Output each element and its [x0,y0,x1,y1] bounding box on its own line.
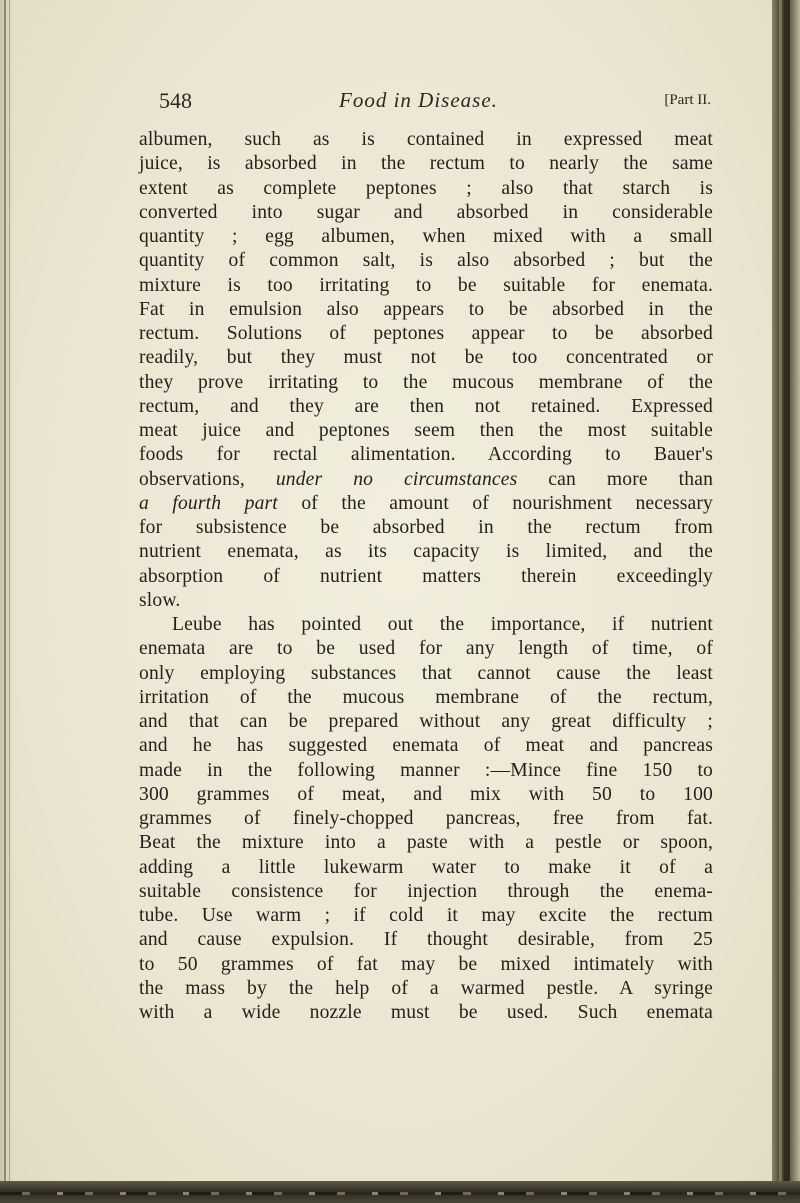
text-line: Beat the mixture into a paste with a pestle or spoon, [139,832,713,854]
text-line: foods for rectal alimentation. According to Bauer's [139,444,713,466]
text-line: adding a little lukewarm water to make it of a [139,856,713,878]
text-line: juice, is absorbed in the rectum to nearly the same [139,153,713,175]
text-line: and he has suggested enemata of meat and pancreas [139,735,713,757]
text-run: of the amount of nourishment necessary [277,492,713,514]
text-line: made in the following manner :—Mince fine 150 to [139,759,713,781]
binding-line-secondary [9,0,10,1203]
text-line: albumen, such as is contained in expressed meat [139,129,713,150]
text-line: they prove irritating to the mucous membrane of the [139,371,713,393]
text-line: readily, but they must not be too concentrated or [139,347,713,369]
text-line: tube. Use warm ; if cold it may excite the rectum [139,905,713,926]
text-line: to 50 grammes of fat may be mixed intimately with [139,953,713,975]
text-line: absorption of nutrient matters therein exceedingly [139,565,713,587]
text-line: only employing substances that cannot cause the least [139,662,713,684]
running-title: Food in Disease. [339,88,498,112]
text-line-emphasis [139,468,713,492]
text-line: nutrient enemata, as its capacity is limited, and the [139,541,713,563]
text-line: rectum, and they are then not retained. Expressed [139,395,713,417]
body-text [139,128,713,1025]
text-line: the mass by the help of a warmed pestle. A syringe [139,977,713,999]
text-line: grammes of finely-chopped pancreas, free from fat. [139,808,713,829]
text-run: observations, [139,468,276,490]
text-line: suitable consistence for injection through the enema- [139,880,713,902]
binding-line [4,0,6,1203]
text-run: can more than [517,468,714,490]
text-line-emphasis [139,492,713,516]
text-line: converted into sugar and absorbed in considerable [139,201,713,223]
text-line: quantity of common salt, is also absorbed ; but the [139,250,713,272]
text-line: 300 grammes of meat, and mix with 50 to 100 [139,783,713,805]
paragraph-end-line: slow. [139,589,181,611]
text-line: for subsistence be absorbed in the rectum from [139,517,713,538]
text-line: irritation of the mucous membrane of the rectum, [139,686,713,708]
emphasis-run: a fourth part [139,492,278,514]
emphasis-run: under no circumstances [275,468,518,490]
bottom-edge-texture [0,1192,800,1195]
text-line: rectum. Solutions of peptones appear to be absorbed [139,323,713,344]
text-line: Fat in emulsion also appears to be absorbed in the [139,298,713,320]
text-line: extent as complete peptones ; also that starch is [139,177,713,199]
text-line: and cause expulsion. If thought desirable, from 25 [139,929,713,951]
text-line: enemata are to be used for any length of time, of [139,638,713,660]
page-number: 548 [159,88,192,113]
page-edge-highlight [779,0,782,1203]
paragraph-start-line: Leube has pointed out the importance, if nutrient [172,614,713,635]
running-head [159,88,719,118]
text-line: with a wide nozzle must be used. Such enemata [139,1002,713,1023]
binding-gutter [0,0,14,1203]
text-line: and that can be prepared without any great difficulty ; [139,711,713,732]
text-line: meat juice and peptones seem then the most suitable [139,420,713,441]
text-line: mixture is too irritating to be suitable for enemata. [139,274,713,296]
part-label: [Part II. [664,92,711,108]
page-edge-dark-strip [784,0,790,1203]
text-line: quantity ; egg albumen, when mixed with a small [139,226,713,247]
